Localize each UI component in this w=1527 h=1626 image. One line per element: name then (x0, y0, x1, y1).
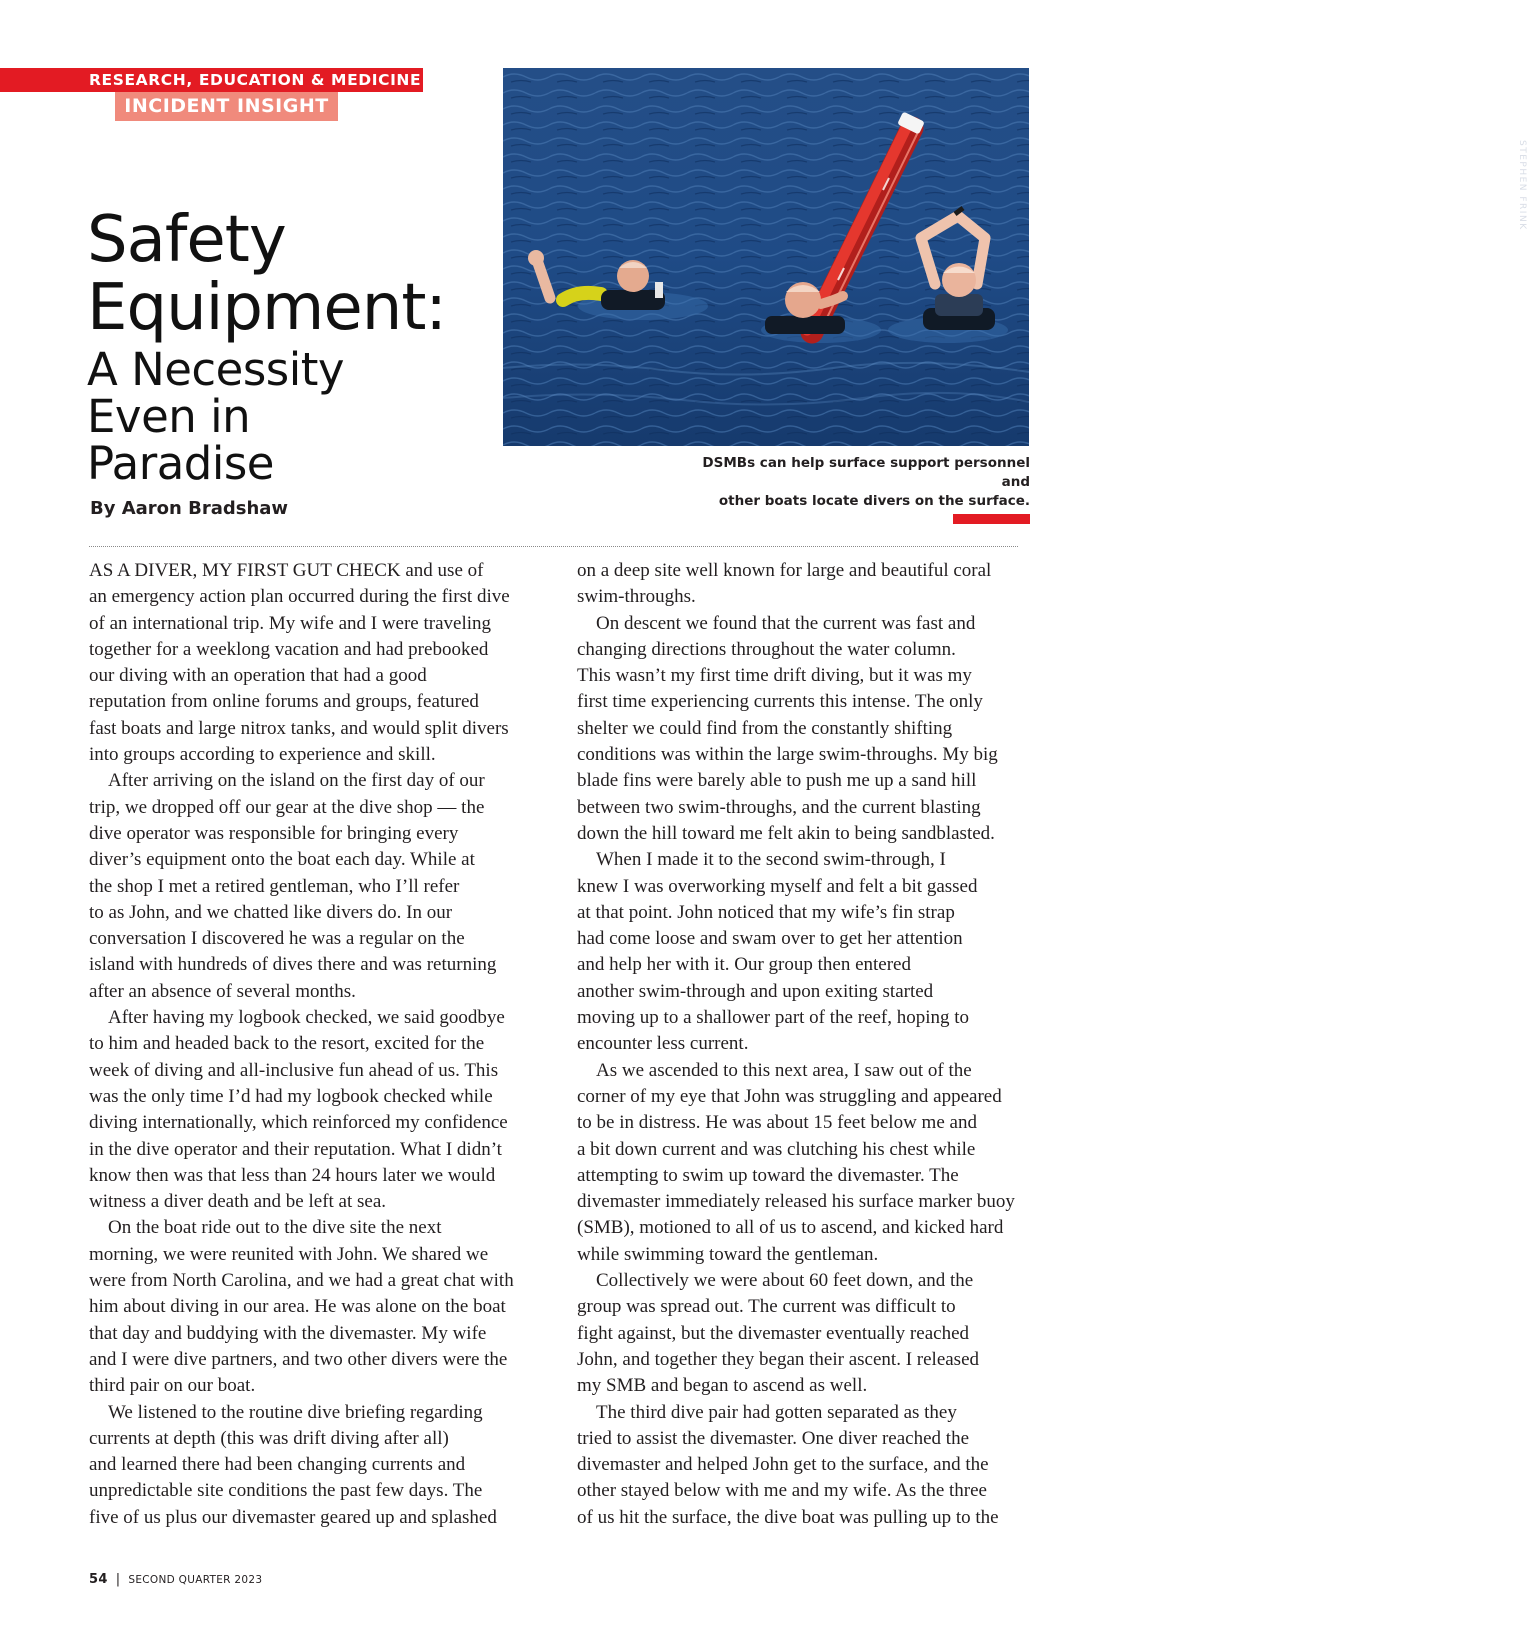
issue-label: SECOND QUARTER 2023 (128, 1574, 263, 1586)
text-line: After having my logbook checked, we said goodbye (108, 1007, 505, 1029)
text-line: between two swim-throughs, and the current blasting (577, 796, 981, 818)
photo-caption (670, 454, 1030, 511)
text-line: After arriving on the island on the first day of our (108, 770, 485, 792)
text-line: five of us plus our divemaster geared up and splashed (89, 1506, 497, 1528)
text-line: third pair on our boat. (89, 1375, 256, 1397)
body-paragraph (577, 1400, 1019, 1531)
text-line: corner of my eye that John was struggling and appeared (577, 1085, 1002, 1107)
text-line: John, and together they began their ascent. I released (577, 1348, 980, 1370)
text-line: was the only time I’d had my logbook checked while (89, 1085, 493, 1107)
subtitle-line: Paradise (87, 437, 274, 490)
body-paragraph (89, 1400, 530, 1531)
page-footer (89, 1572, 262, 1587)
red-accent-bar (953, 514, 1030, 524)
body-paragraph (89, 1005, 530, 1215)
text-line: divemaster and helped John get to the surface, and the (577, 1454, 989, 1476)
body-column-right (577, 558, 1019, 1531)
text-line: to as John, and we chatted like divers do. In our (89, 901, 453, 923)
body-paragraph (577, 611, 1019, 848)
text-line: When I made it to the second swim-through, I (596, 849, 946, 871)
text-line: of us hit the surface, the dive boat was pulling up to the (577, 1506, 999, 1528)
text-line: (SMB), motioned to all of us to ascend, and kicked hard (577, 1217, 1004, 1239)
text-line: at that point. John noticed that my wife’s fin strap (577, 901, 955, 923)
divers-photo (503, 68, 1527, 446)
text-line: island with hundreds of dives there and was returning (89, 954, 497, 976)
text-line: and help her with it. Our group then entered (577, 954, 911, 976)
text-line: witness a diver death and be left at sea. (89, 1191, 387, 1213)
text-line: other stayed below with me and my wife. As the three (577, 1480, 987, 1502)
text-line: group was spread out. The current was difficult to (577, 1296, 956, 1318)
text-line: conditions was within the large swim-throughs. My big (577, 744, 998, 766)
text-line: and I were dive partners, and two other divers were the (89, 1348, 508, 1370)
body-paragraph (577, 558, 1019, 611)
text-line: blade fins were barely able to push me up a sand hill (577, 770, 977, 792)
page-number: 54 (89, 1572, 108, 1587)
body-paragraph (89, 558, 530, 768)
text-line: fight against, but the divemaster eventually reached (577, 1322, 969, 1344)
text-line: knew I was overworking myself and felt a bit gassed (577, 875, 978, 897)
dotted-divider (89, 546, 1018, 547)
text-line: after an absence of several months. (89, 980, 356, 1002)
text-line: divemaster immediately released his surface marker buoy (577, 1191, 1015, 1213)
text-line: currents at depth (this was drift diving after all) (89, 1427, 449, 1449)
text-line: moving up to a shallower part of the reef, hoping to (577, 1007, 970, 1029)
caption-line: other boats locate divers on the surface. (718, 493, 1030, 509)
text-line: down the hill toward me felt akin to being sandblasted. (577, 822, 995, 844)
title-line: Safety (87, 203, 286, 277)
article-subtitle (87, 343, 345, 490)
text-line: that day and buddying with the divemaster. My wife (89, 1322, 487, 1344)
text-line: together for a weeklong vacation and had prebooked (89, 638, 489, 660)
text-line: attempting to swim up toward the divemaster. The (577, 1164, 959, 1186)
text-line: my SMB and began to ascend as well. (577, 1375, 868, 1397)
text-line: Collectively we were about 60 feet down, and the (596, 1270, 974, 1292)
body-paragraph (577, 1058, 1019, 1268)
subtitle-line: A Necessity (87, 343, 345, 396)
text-line: On descent we found that the current was fast and (596, 612, 976, 634)
text-line: dive operator was responsible for bringing every (89, 822, 459, 844)
article-title (87, 203, 446, 345)
caption-line: DSMBs can help surface support personnel and (702, 455, 1030, 490)
text-line: diving internationally, which reinforced my confidence (89, 1112, 508, 1134)
text-line: in the dive operator and their reputation. What I didn’t (89, 1138, 502, 1160)
byline: By Aaron Bradshaw (90, 498, 289, 519)
text-line: trip, we dropped off our gear at the dive shop — the (89, 796, 485, 818)
text-line: unpredictable site conditions the past few days. The (89, 1480, 483, 1502)
text-line: him about diving in our area. He was alone on the boat (89, 1296, 506, 1318)
text-line: to be in distress. He was about 15 feet below me and (577, 1112, 977, 1134)
text-line: know then was that less than 24 hours later we would (89, 1164, 496, 1186)
text-line: into groups according to experience and skill. (89, 744, 436, 766)
text-line: shelter we could find from the constantly shifting (577, 717, 953, 739)
text-line: the shop I met a retired gentleman, who I’ll refer (89, 875, 460, 897)
incident-insight-tag: INCIDENT INSIGHT (115, 92, 338, 121)
text-line: changing directions throughout the water column. (577, 638, 956, 660)
title-line: Equipment: (87, 271, 446, 345)
text-line: reputation from online forums and groups, featured (89, 691, 479, 713)
section-label: RESEARCH, EDUCATION & MEDICINE (89, 71, 422, 89)
body-paragraph (89, 1215, 530, 1399)
text-line: to him and headed back to the resort, excited for the (89, 1033, 485, 1055)
text-line: diver’s equipment onto the boat each day. While at (89, 849, 475, 871)
text-line: another swim-through and upon exiting started (577, 980, 934, 1002)
text-line: first time experiencing currents this intense. The only (577, 691, 983, 713)
text-line: had come loose and swam over to get her attention (577, 928, 963, 950)
text-line: encounter less current. (577, 1033, 749, 1055)
body-column-left (89, 558, 530, 1531)
footer-separator: | (115, 1572, 121, 1587)
subtitle-line: Even in (87, 390, 251, 443)
body-paragraph (577, 847, 1019, 1057)
text-line: On the boat ride out to the dive site the next (108, 1217, 442, 1239)
text-line: while swimming toward the gentleman. (577, 1243, 879, 1265)
ocean-divers-illustration (503, 68, 1029, 446)
text-line: tried to assist the divemaster. One diver reached the (577, 1427, 970, 1449)
text-line: AS A DIVER, MY FIRST GUT CHECK and use of (89, 560, 484, 581)
text-line: This wasn’t my first time drift diving, but it was my (577, 665, 972, 687)
text-line: conversation I discovered he was a regular on the (89, 928, 465, 950)
text-line: The third dive pair had gotten separated as they (596, 1401, 957, 1423)
body-paragraph (577, 1268, 1019, 1399)
text-line: and learned there had been changing currents and (89, 1454, 466, 1476)
text-line: on a deep site well known for large and beautiful coral (577, 560, 992, 581)
body-paragraph (89, 768, 530, 1005)
text-line: were from North Carolina, and we had a great chat with (89, 1270, 514, 1292)
text-line: a bit down current and was clutching his chest while (577, 1138, 976, 1160)
text-line: week of diving and all-inclusive fun ahead of us. This (89, 1059, 499, 1081)
photo-credit: STEPHEN FRINK (1517, 140, 1527, 231)
text-line: morning, we were reunited with John. We shared we (89, 1243, 489, 1265)
text-line: swim-throughs. (577, 586, 696, 608)
text-line: We listened to the routine dive briefing regarding (108, 1401, 483, 1423)
text-line: an emergency action plan occurred during the first dive (89, 586, 510, 608)
text-line: fast boats and large nitrox tanks, and would split divers (89, 717, 509, 739)
text-line: our diving with an operation that had a good (89, 665, 427, 687)
text-line: of an international trip. My wife and I were traveling (89, 612, 492, 634)
text-line: As we ascended to this next area, I saw out of the (596, 1059, 972, 1081)
